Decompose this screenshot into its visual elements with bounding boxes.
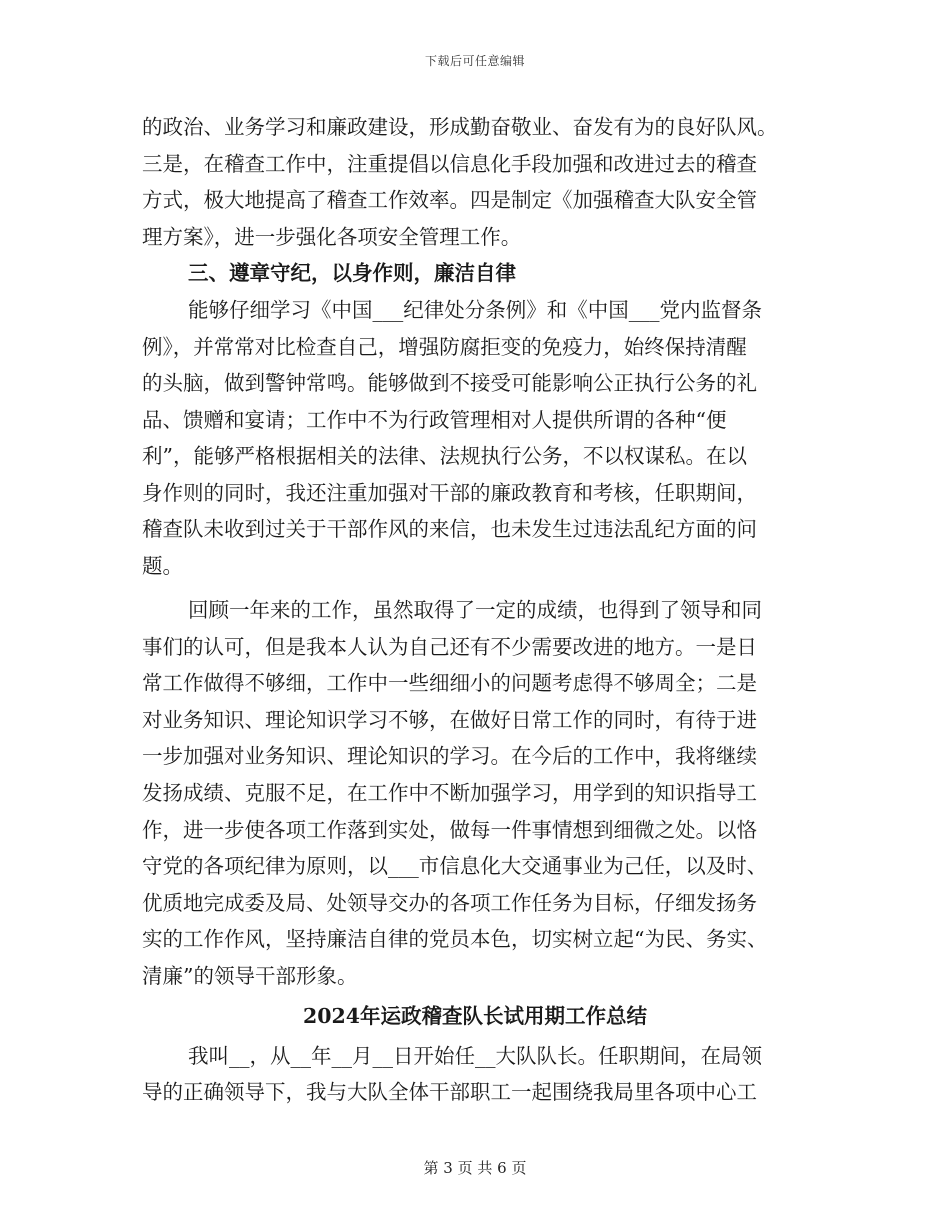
body-line: 实的工作作风，坚持廉洁自律的党员本色，切实树立起“为民、务实、 bbox=[142, 927, 768, 951]
document-title: 2024年运政稽查队长试用期工作总结 bbox=[302, 1004, 648, 1028]
body-line: 利”，能够严格根据相关的法律、法规执行公务，不以权谋私。在以 bbox=[142, 444, 747, 468]
body-line: 品、馈赠和宴请；工作中不为行政管理相对人提供所谓的各种“便 bbox=[142, 408, 727, 432]
body-line: 事们的认可，但是我本人认为自己还有不少需要改进的地方。一是日 bbox=[142, 635, 757, 659]
body-line: 发扬成绩、克服不足，在工作中不断加强学习，用学到的知识指导工 bbox=[142, 781, 757, 805]
body-line: 作，进一步使各项工作落到实处，做每一件事情想到细微之处。以恪 bbox=[142, 818, 757, 842]
body-line: 导的正确领导下，我与大队全体干部职工一起围绕我局里各项中心工 bbox=[142, 1080, 757, 1104]
body-line: 守党的各项纪律为原则，以___市信息化大交通事业为己任，以及时、 bbox=[142, 854, 768, 878]
body-line: 理方案》，进一步强化各项安全管理工作。 bbox=[142, 225, 522, 249]
body-line: 例》，并常常对比检查自己，增强防腐拒变的免疫力，始终保持清醒 bbox=[142, 335, 747, 359]
body-line: 常工作做得不够细，工作中一些细细小的问题考虑得不够周全；二是 bbox=[142, 671, 757, 695]
body-line: 方式，极大地提高了稽查工作效率。四是制定《加强稽查大队安全管 bbox=[142, 188, 757, 212]
body-line: 身作则的同时，我还注重加强对干部的廉政教育和考核，任职期间， bbox=[142, 481, 757, 505]
body-line: 三是，在稽查工作中，注重提倡以信息化手段加强和改进过去的稽查 bbox=[142, 152, 757, 176]
body-line: 回顾一年来的工作，虽然取得了一定的成绩，也得到了领导和同 bbox=[188, 598, 762, 622]
page-header-note: 下载后可任意编辑 bbox=[424, 54, 525, 68]
body-line: 能够仔细学习《中国___纪律处分条例》和《中国___党内监督条 bbox=[188, 298, 762, 322]
body-line: 的头脑，做到警钟常鸣。能够做到不接受可能影响公正执行公务的礼 bbox=[142, 371, 757, 395]
body-line: 对业务知识、理论知识学习不够，在做好日常工作的同时，有待于进 bbox=[142, 708, 757, 732]
body-line: 稽查队未收到过关于干部作风的来信，也未发生过违法乱纪方面的问 bbox=[142, 517, 757, 541]
body-line: 一步加强对业务知识、理论知识的学习。在今后的工作中，我将继续 bbox=[142, 744, 757, 768]
body-line: 清廉”的领导干部形象。 bbox=[142, 964, 358, 988]
page-number-footer: 第 3 页 共 6 页 bbox=[423, 1159, 527, 1177]
body-line: 优质地完成委及局、处领导交办的各项工作任务为目标，仔细发扬务 bbox=[142, 891, 757, 915]
body-line: 的政治、业务学习和廉政建设，形成勤奋敬业、奋发有为的良好队风。 bbox=[142, 115, 778, 139]
body-line: 题。 bbox=[142, 554, 183, 578]
body-line: 我叫__，从__年__月__日开始任__大队队长。任职期间，在局领 bbox=[188, 1044, 762, 1068]
section-heading: 三、遵章守纪，以身作则，廉洁自律 bbox=[188, 261, 516, 285]
